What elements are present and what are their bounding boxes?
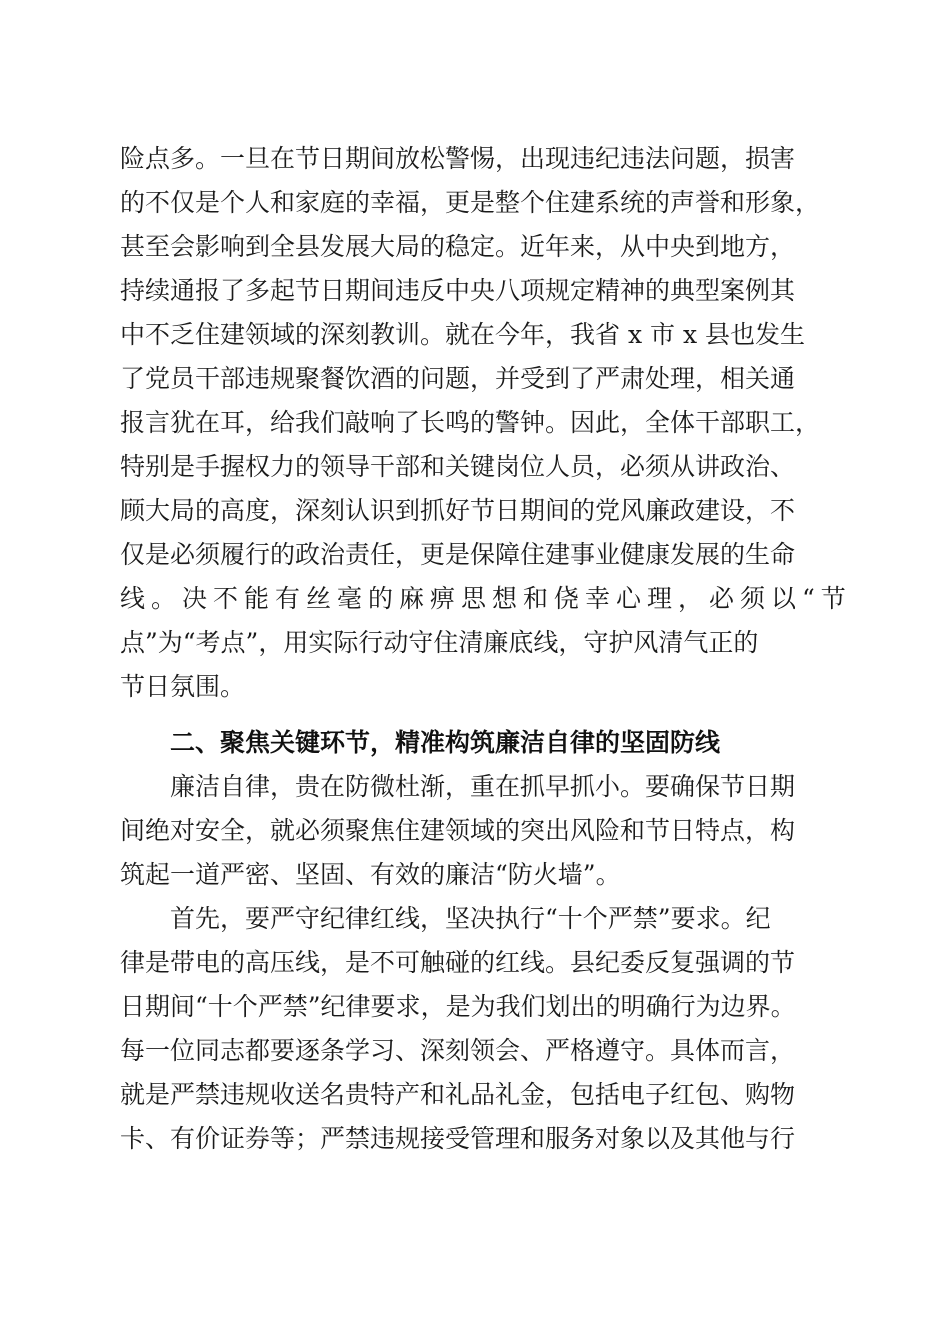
body-text-line: 日期间“十个严禁”纪律要求，是为我们划出的明确行为边界。 (120, 992, 796, 1021)
body-text-line: 廉洁自律，贵在防微杜渐，重在抓早抓小。要确保节日期 (170, 772, 796, 801)
body-text-line: 中不乏住建领域的深刻教训。就在今年，我省 x 市 x 县也发生 (120, 320, 805, 349)
body-text-line: 就是严禁违规收送名贵特产和礼品礼金，包括电子红包、购物 (120, 1080, 796, 1109)
body-text-line: 的不仅是个人和家庭的幸福，更是整个住建系统的声誉和形象， (120, 188, 821, 217)
body-text-line: 节日氛围。 (120, 672, 246, 701)
body-text-line: 持续通报了多起节日期间违反中央八项规定精神的典型案例其 (120, 276, 796, 305)
body-text-line: 间绝对安全，就必须聚焦住建领域的突出风险和节日特点，构 (120, 816, 796, 845)
body-text-line: 了党员干部违规聚餐饮酒的问题，并受到了严肃处理，相关通 (120, 364, 796, 393)
body-text-line: 特别是手握权力的领导干部和关键岗位人员，必须从讲政治、 (120, 452, 796, 481)
body-text-line: 首先，要严守纪律红线，坚决执行“十个严禁”要求。纪 (170, 904, 771, 933)
body-text-line: 险点多。一旦在节日期间放松警惕，出现违纪违法问题，损害 (120, 144, 796, 173)
body-text-line: 律是带电的高压线，是不可触碰的红线。县纪委反复强调的节 (120, 948, 796, 977)
body-text-line: 线。决不能有丝毫的麻痹思想和侥幸心理，必须以“节 (120, 584, 852, 613)
body-text-line: 报言犹在耳，给我们敲响了长鸣的警钟。因此，全体干部职工， (120, 408, 821, 437)
body-text-line: 仅是必须履行的政治责任，更是保障住建事业健康发展的生命 (120, 540, 796, 569)
section-heading: 二、聚焦关键环节，精准构筑廉洁自律的坚固防线 (170, 728, 721, 757)
body-text-line: 顾大局的高度，深刻认识到抓好节日期间的党风廉政建设，不 (120, 496, 796, 525)
body-text-line: 点”为“考点”，用实际行动守住清廉底线，守护风清气正的 (120, 628, 759, 657)
body-text-line: 筑起一道严密、坚固、有效的廉洁“防火墙”。 (120, 860, 621, 889)
body-text-line: 卡、有价证券等；严禁违规接受管理和服务对象以及其他与行 (120, 1124, 796, 1153)
body-text-line: 每一位同志都要逐条学习、深刻领会、严格遵守。具体而言， (120, 1036, 796, 1065)
body-text-line: 甚至会影响到全县发展大局的稳定。近年来，从中央到地方， (120, 232, 796, 261)
